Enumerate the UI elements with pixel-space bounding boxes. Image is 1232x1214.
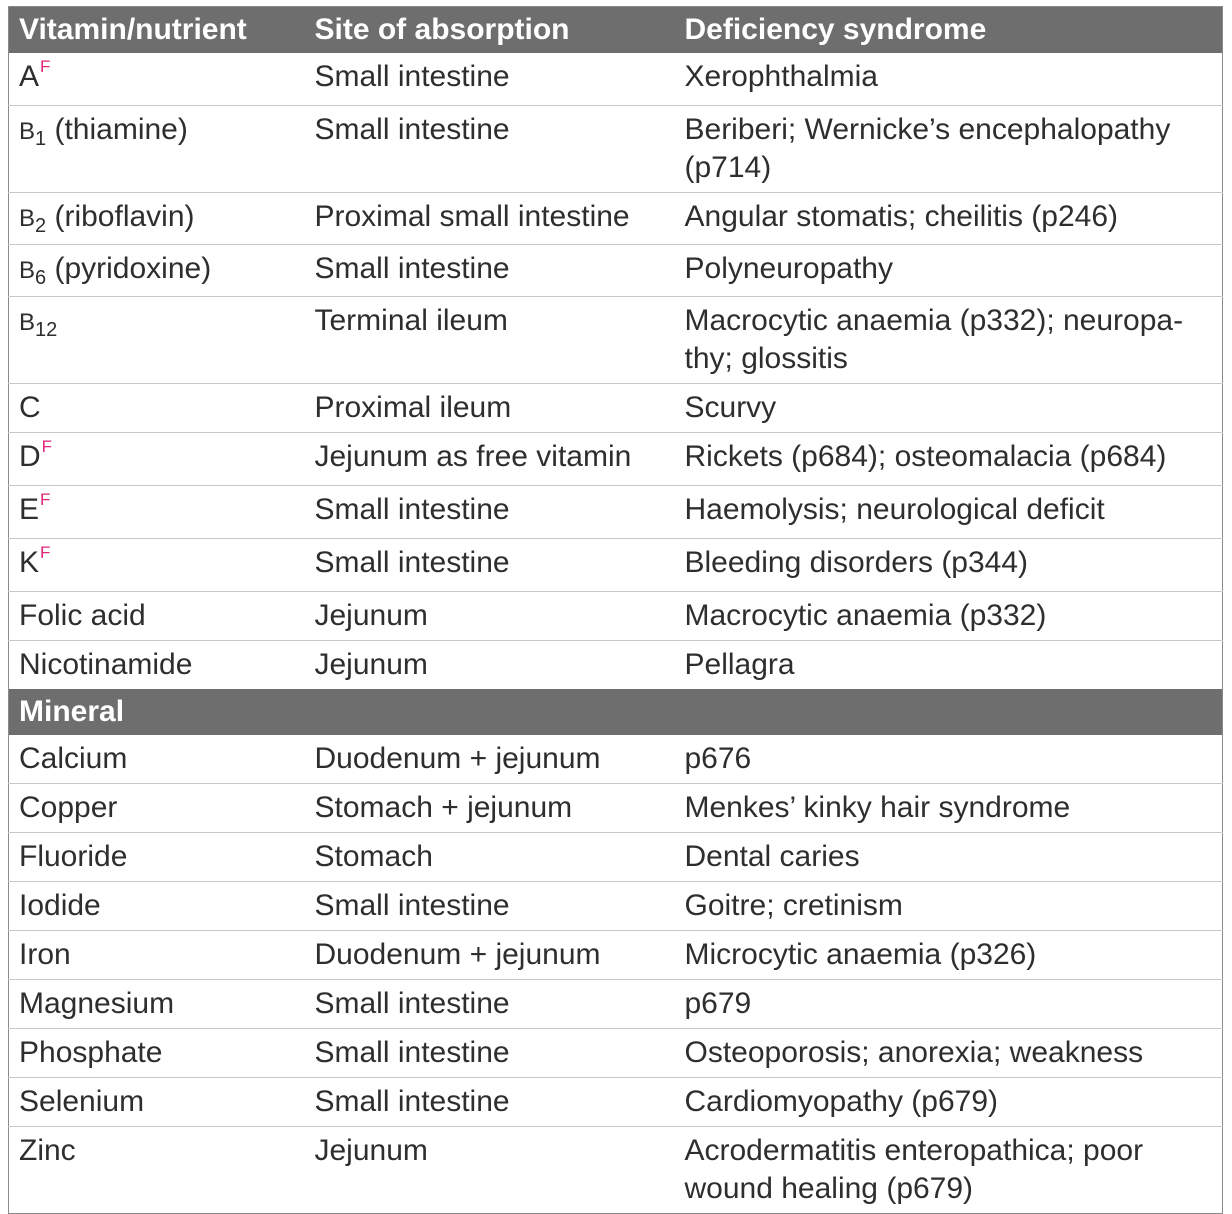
absorption-site: Small intestine (305, 539, 675, 592)
vitamin-name: D (19, 440, 41, 473)
table-row (9, 1029, 1223, 1078)
header-deficiency: Deficiency syndrome (675, 7, 1223, 54)
mineral-name: Selenium (9, 1078, 305, 1127)
table-row (9, 980, 1223, 1029)
fat-soluble-marker: F (40, 543, 51, 562)
mineral-name: Fluoride (9, 833, 305, 882)
deficiency-syndrome: Cardiomyopathy (p679) (675, 1078, 1223, 1127)
table-row (9, 833, 1223, 882)
vitamin-name: B (19, 257, 36, 284)
vitamin-name: B (19, 205, 36, 232)
nutrient-absorption-table (8, 6, 1223, 1214)
deficiency-syndrome: Menkes’ kinky hair syndrome (675, 784, 1223, 833)
deficiency-syndrome: Osteoporosis; anorexia; weakness (675, 1029, 1223, 1078)
vitamin-subscript: 6 (35, 267, 47, 289)
table-row (9, 433, 1223, 486)
vitamin-name-cell (9, 193, 305, 245)
table-row (9, 931, 1223, 980)
vitamin-alt-name: (pyridoxine) (46, 252, 212, 285)
header-nutrient: Vitamin/nutrient (9, 7, 305, 54)
absorption-site: Proximal small intestine (305, 193, 675, 245)
mineral-name: Copper (9, 784, 305, 833)
table-body (9, 7, 1223, 1214)
header-site: Site of absorption (305, 7, 675, 54)
mineral-section-header (9, 689, 1223, 735)
absorption-site: Small intestine (305, 245, 675, 297)
vitamin-name: A (19, 60, 40, 93)
vitamin-name-cell (9, 53, 305, 106)
vitamin-alt-name: (thiamine) (46, 113, 188, 146)
table-row (9, 784, 1223, 833)
vitamin-name: B (19, 118, 36, 145)
table-row (9, 1078, 1223, 1127)
absorption-site: Jejunum (305, 592, 675, 641)
table-row (9, 384, 1223, 433)
deficiency-syndrome: Beriberi; Wernicke’s encephalopathy (p714) (675, 106, 1223, 193)
table-row (9, 735, 1223, 784)
absorption-site: Stomach (305, 833, 675, 882)
absorption-site: Small intestine (305, 106, 675, 193)
absorption-site: Duodenum + jejunum (305, 931, 675, 980)
vitamin-name-cell (9, 297, 305, 384)
vitamin-name: K (19, 546, 40, 579)
deficiency-syndrome: Angular stomatis; cheilitis (p246) (675, 193, 1223, 245)
mineral-name: Phosphate (9, 1029, 305, 1078)
deficiency-syndrome: Goitre; cretinism (675, 882, 1223, 931)
vitamin-name: Folic acid (19, 599, 146, 632)
vitamin-subscript: 2 (35, 215, 47, 237)
vitamin-subscript: 12 (35, 319, 58, 341)
vitamin-name-cell (9, 486, 305, 539)
absorption-site: Small intestine (305, 1029, 675, 1078)
absorption-site: Small intestine (305, 1078, 675, 1127)
table-row (9, 592, 1223, 641)
table-row (9, 641, 1223, 690)
table-row (9, 53, 1223, 106)
vitamin-name: E (19, 493, 40, 526)
fat-soluble-marker: F (40, 490, 51, 509)
absorption-site: Jejunum (305, 1127, 675, 1214)
table-row (9, 297, 1223, 384)
table-row (9, 193, 1223, 245)
vitamin-name-cell (9, 539, 305, 592)
table-row (9, 106, 1223, 193)
deficiency-syndrome: Macrocytic anaemia (p332); neuropa-thy; glossitis (675, 297, 1223, 384)
mineral-section-title: Mineral (9, 689, 1223, 735)
vitamin-name: B (19, 309, 36, 336)
deficiency-syndrome: Rickets (p684); osteomalacia (p684) (675, 433, 1223, 486)
deficiency-syndrome: Pellagra (675, 641, 1223, 690)
deficiency-syndrome: Polyneuropathy (675, 245, 1223, 297)
mineral-name: Magnesium (9, 980, 305, 1029)
deficiency-syndrome: Haemolysis; neurological deficit (675, 486, 1223, 539)
vitamin-name: Nicotinamide (19, 648, 193, 681)
deficiency-syndrome: Xerophthalmia (684, 60, 878, 93)
table-row (9, 486, 1223, 539)
mineral-name: Zinc (9, 1127, 305, 1214)
vitamin-name-cell (9, 245, 305, 297)
absorption-site: Small intestine (305, 882, 675, 931)
fat-soluble-marker: F (41, 437, 53, 456)
absorption-site: Proximal ileum (305, 384, 675, 433)
fat-soluble-marker: F (40, 57, 51, 76)
vitamin-name: C (19, 391, 41, 424)
deficiency-syndrome: Microcytic anaemia (p326) (675, 931, 1223, 980)
mineral-name: Iodide (9, 882, 305, 931)
vitamin-name-cell (9, 106, 305, 193)
absorption-site: Jejunum (305, 641, 675, 690)
table-header-row (9, 7, 1223, 54)
absorption-site: Small intestine (305, 486, 675, 539)
absorption-site: Duodenum + jejunum (314, 742, 601, 775)
deficiency-syndrome: Acrodermatitis enteropathica; poor wound healing (p679) (675, 1127, 1223, 1214)
vitamin-name-cell (9, 641, 305, 690)
vitamin-name-cell (9, 384, 305, 433)
deficiency-syndrome: p679 (675, 980, 1223, 1029)
table-row (9, 1127, 1223, 1214)
deficiency-syndrome: Dental caries (675, 833, 1223, 882)
absorption-site: Stomach + jejunum (305, 784, 675, 833)
absorption-site: Terminal ileum (305, 297, 675, 384)
deficiency-syndrome: Bleeding disorders (p344) (675, 539, 1223, 592)
absorption-site: Small intestine (305, 980, 675, 1029)
deficiency-syndrome: Scurvy (675, 384, 1223, 433)
absorption-site: Small intestine (314, 60, 510, 93)
vitamin-name-cell (9, 592, 305, 641)
mineral-name: Calcium (19, 742, 128, 775)
vitamin-name-cell (9, 433, 305, 486)
table-row (9, 882, 1223, 931)
table-row (9, 245, 1223, 297)
deficiency-syndrome: Macrocytic anaemia (p332) (675, 592, 1223, 641)
absorption-site: Jejunum as free vitamin (305, 433, 675, 486)
vitamin-alt-name: (riboflavin) (46, 200, 195, 233)
table-row (9, 539, 1223, 592)
deficiency-syndrome: p676 (684, 742, 752, 775)
vitamin-subscript: 1 (35, 128, 47, 150)
mineral-name: Iron (9, 931, 305, 980)
